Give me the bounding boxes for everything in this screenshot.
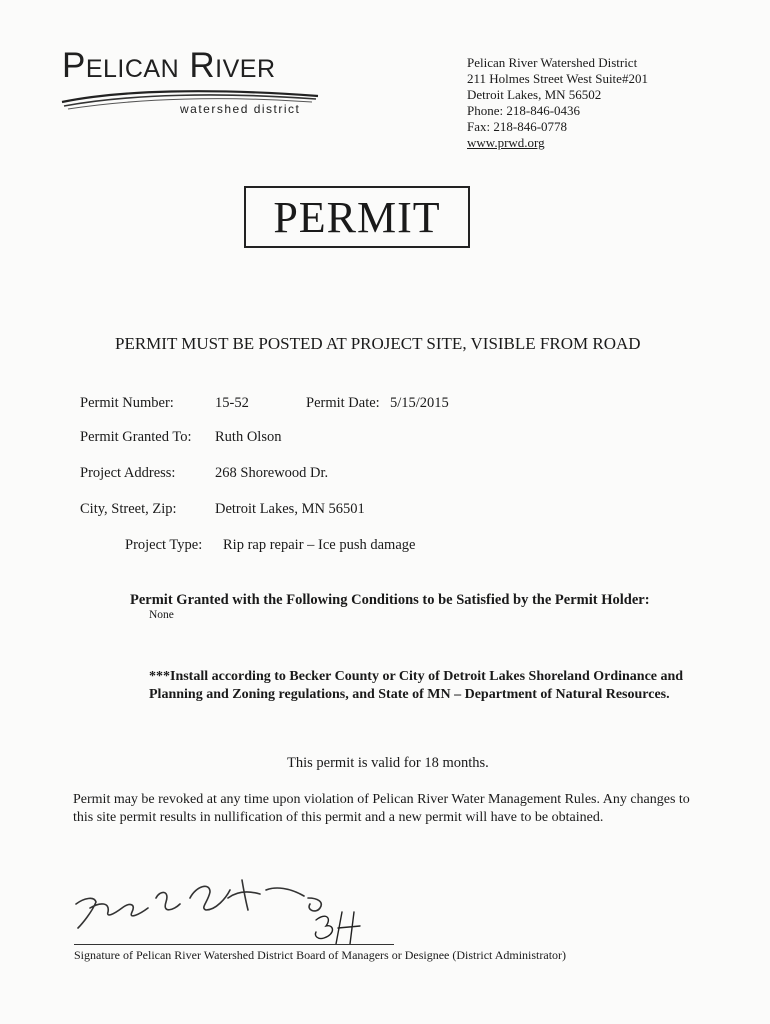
logo-subtitle: watershed district (180, 102, 301, 116)
permit-date-value: 5/15/2015 (390, 395, 449, 411)
permit-number-label: Permit Number: (80, 395, 174, 411)
city-street-zip-label: City, Street, Zip: (80, 501, 177, 517)
address-phone: Phone: 218-846-0436 (467, 103, 581, 118)
validity-statement: This permit is valid for 18 months. (287, 755, 489, 771)
website-link[interactable]: www.prwd.org (467, 135, 545, 150)
granted-to-label: Permit Granted To: (80, 429, 192, 445)
signature-caption: Signature of Pelican River Watershed District Board of Managers or Designee (District Administrator) (74, 948, 567, 962)
project-type-label: Project Type: (125, 537, 203, 553)
logo-title: Pelican River (62, 46, 276, 85)
conditions-value: None (149, 609, 174, 621)
district-address (467, 55, 648, 151)
posting-notice: PERMIT MUST BE POSTED AT PROJECT SITE, VISIBLE FROM ROAD (115, 334, 641, 353)
address-city: Detroit Lakes, MN 56502 (467, 87, 602, 102)
address-org: Pelican River Watershed District (467, 55, 638, 70)
granted-to-value: Ruth Olson (215, 429, 282, 445)
address-fax: Fax: 218-846-0778 (467, 119, 568, 134)
address-street: 211 Holmes Street West Suite#201 (467, 71, 648, 86)
conditions-heading: Permit Granted with the Following Conditions to be Satisfied by the Permit Holder: (130, 592, 650, 608)
permit-title: PERMIT (244, 186, 470, 248)
city-street-zip-value: Detroit Lakes, MN 56501 (215, 501, 365, 517)
signature-line (74, 944, 394, 945)
permit-date-label: Permit Date: (306, 395, 380, 411)
signature-mark (70, 868, 390, 948)
install-note: ***Install according to Becker County or City of Detroit Lakes Shoreland Ordinance and Planning and Zoning regulations, and State of MN – Department of Natural Resources. (149, 669, 684, 702)
revocation-statement: Permit may be revoked at any time upon violation of Pelican River Water Management Rules. Any changes to this site permit results in nullification of this permit and a new permit will have to be obtained. (73, 792, 690, 825)
permit-number-value: 15-52 (215, 395, 249, 411)
project-address-label: Project Address: (80, 465, 176, 481)
project-address-value: 268 Shorewood Dr. (215, 465, 329, 481)
project-type-value: Rip rap repair – Ice push damage (223, 537, 416, 553)
pelican-river-logo (60, 46, 320, 126)
